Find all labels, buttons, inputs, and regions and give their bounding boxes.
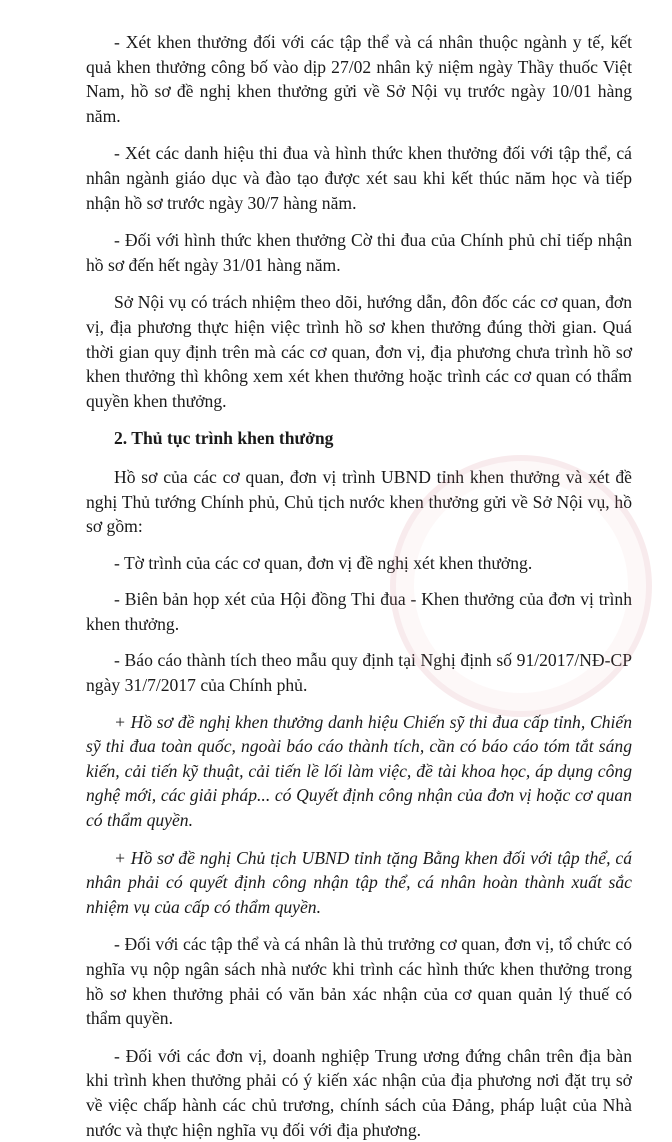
paragraph-tax-confirmation: - Đối với các tập thể và cá nhân là thủ trưởng cơ quan, đơn vị, tổ chức có nghĩa vụ nộp ngân sách nhà nước khi trình các hình thức khen thưởng trong hồ sơ khen thưởng phải có văn bản xác nhận của cơ quan quản lý thuế có thẩm quyền.: [86, 934, 632, 1029]
italic-item-emulation-fighter: + Hồ sơ đề nghị khen thưởng danh hiệu Chiến sỹ thi đua cấp tỉnh, Chiến sỹ thi đua toàn quốc, ngoài báo cáo thành tích, cần có báo cáo tóm tắt sáng kiến, cải tiến kỹ thuật, cải tiến lề lối làm việc, đề tài khoa học, áp dụng công nghệ mới, các giải pháp... có Quyết định công nhận của đơn vị hoặc cơ quan có thẩm quyền.: [86, 711, 632, 831]
section-heading: 2. Thủ tục trình khen thưởng: [114, 428, 334, 449]
paragraph-home-affairs-responsibility: Sở Nội vụ có trách nhiệm theo dõi, hướng dẫn, đôn đốc các cơ quan, đơn vị, địa phương thực hiện việc trình hồ sơ khen thưởng đúng thời gian. Quá thời gian quy định trên mà các cơ quan, đơn vị, địa phương chưa trình hồ sơ khen thưởng thì không xem xét khen thưởng hoặc trình các cơ quan có thẩm quyền khen thưởng.: [86, 292, 632, 411]
paragraph-central-enterprises: - Đối với các đơn vị, doanh nghiệp Trung ương đứng chân trên địa bàn khi trình khen thưởng phải có ý kiến xác nhận của địa phương nơi đặt trụ sở về việc chấp hành các chủ trương, chính sách của Đảng, pháp luật của Nhà nước và thực hiện nghĩa vụ đối với địa phương.: [86, 1045, 632, 1140]
paragraph-medical-awards: - Xét khen thưởng đối với các tập thể và cá nhân thuộc ngành y tế, kết quả khen thưởng công bố vào dịp 27/02 nhân kỷ niệm ngày Thầy thuốc Việt Nam, hồ sơ đề nghị khen thưởng gửi về Sở Nội vụ trước ngày 10/01 hàng năm.: [86, 32, 632, 126]
paragraph-dossier-intro: Hồ sơ của các cơ quan, đơn vị trình UBND tỉnh khen thưởng và xét đề nghị Thủ tướng Chính phủ, Chủ tịch nước khen thưởng gửi về Sở Nội vụ, hồ sơ gồm:: [86, 466, 632, 537]
paragraph-government-flag: - Đối với hình thức khen thưởng Cờ thi đua của Chính phủ chỉ tiếp nhận hồ sơ đến hết ngày 31/01 hàng năm.: [86, 230, 632, 275]
paragraph-education-awards: - Xét các danh hiệu thi đua và hình thức khen thưởng đối với tập thể, cá nhân ngành giáo dục và đào tạo được xét sau khi kết thúc năm học và tiếp nhận hồ sơ trước ngày 30/7 hàng năm.: [86, 143, 632, 213]
italic-item-certificate-of-merit: + Hồ sơ đề nghị Chủ tịch UBND tỉnh tặng Bằng khen đối với tập thể, cá nhân phải có quyết định công nhận tập thể, cá nhân hoàn thành xuất sắc nhiệm vụ của cấp có thẩm quyền.: [86, 847, 632, 917]
list-item-meeting-minutes: - Biên bản họp xét của Hội đồng Thi đua - Khen thưởng của đơn vị trình khen thưởng.: [86, 589, 632, 634]
list-item-submission-letter: - Tờ trình của các cơ quan, đơn vị đề nghị xét khen thưởng.: [114, 552, 533, 573]
list-item-achievement-report: - Báo cáo thành tích theo mẫu quy định tại Nghị định số 91/2017/NĐ-CP ngày 31/7/2017 của Chính phủ.: [86, 650, 632, 696]
